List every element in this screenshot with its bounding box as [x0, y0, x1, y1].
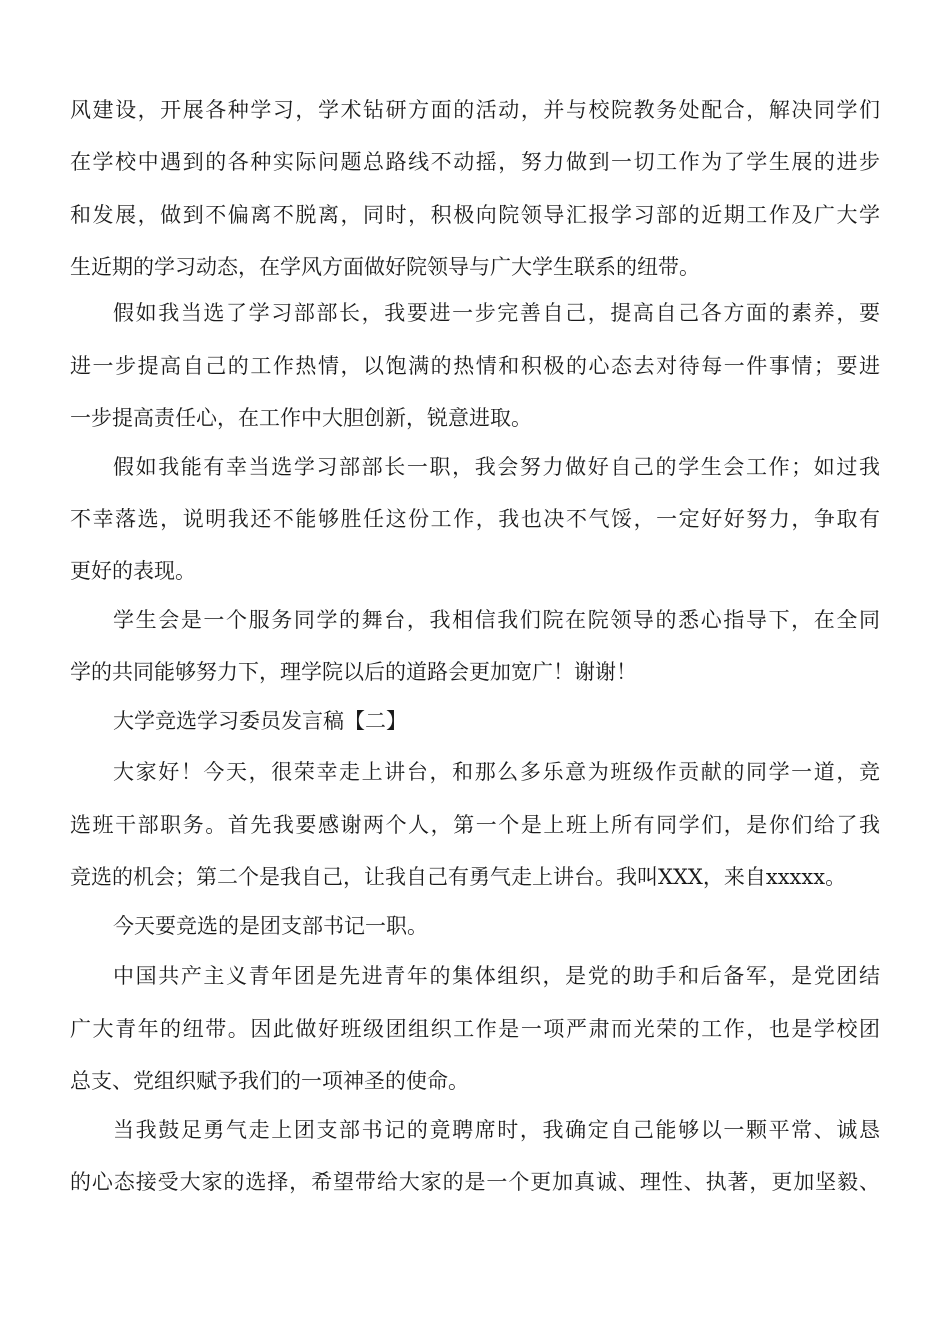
text-line: 一步提高责任心，在工作中大胆创新，锐意进取。 — [70, 406, 532, 430]
text-line: 更好的表现。 — [70, 559, 196, 583]
text-line: 竞选的机会；第二个是我自己，让我自己有勇气走上讲台。我叫XXX，来自xxxxx。 — [70, 865, 847, 889]
text-line: 在学校中遇到的各种实际问题总路线不动摇，努力做到一切工作为了学生展的进步 — [70, 150, 880, 174]
text-line: 假如我能有幸当选学习部部长一职，我会努力做好自己的学生会工作；如过我 — [113, 455, 880, 479]
text-line: 大家好！今天，很荣幸走上讲台，和那么多乐意为班级作贡献的同学一道，竞 — [113, 760, 880, 784]
text-line: 当我鼓足勇气走上团支部书记的竟聘席时，我确定自己能够以一颗平常、诚恳 — [113, 1118, 880, 1142]
text-line: 进一步提高自己的工作热情，以饱满的热情和积极的心态去对待每一件事情；要进 — [70, 354, 880, 378]
section-heading: 大学竞选学习委员发言稿【二】 — [113, 709, 407, 733]
text-line: 广大青年的纽带。因此做好班级团组织工作是一项严肃而光荣的工作，也是学校团 — [70, 1017, 880, 1041]
text-line: 的心态接受大家的选择，希望带给大家的是一个更加真诚、理性、执著，更加坚毅、 — [70, 1170, 880, 1194]
text-line: 学的共同能够努力下，理学院以后的道路会更加宽广！谢谢！ — [70, 660, 637, 684]
text-line: 今天要竞选的是团支部书记一职。 — [113, 914, 428, 938]
text-line: 中国共产主义青年团是先进青年的集体组织，是党的助手和后备军，是党团结 — [113, 964, 880, 988]
text-line: 选班干部职务。首先我要感谢两个人，第一个是上班上所有同学们，是你们给了我 — [70, 813, 880, 837]
text-line: 风建设，开展各种学习，学术钻研方面的活动，并与校院教务处配合，解决同学们 — [70, 98, 880, 122]
text-line: 生近期的学习动态，在学风方面做好院领导与广大学生联系的纽带。 — [70, 255, 700, 279]
text-line: 学生会是一个服务同学的舞台，我相信我们院在院领导的悉心指导下，在全同 — [113, 608, 880, 632]
text-line: 假如我当选了学习部部长，我要进一步完善自己，提高自己各方面的素养，要 — [113, 301, 880, 325]
text-line: 总支、党组织赋予我们的一项神圣的使命。 — [70, 1069, 469, 1093]
text-line: 不幸落选，说明我还不能够胜任这份工作，我也决不气馁，一定好好努力，争取有 — [70, 507, 880, 531]
text-line: 和发展，做到不偏离不脱离，同时，积极向院领导汇报学习部的近期工作及广大学 — [70, 203, 880, 227]
